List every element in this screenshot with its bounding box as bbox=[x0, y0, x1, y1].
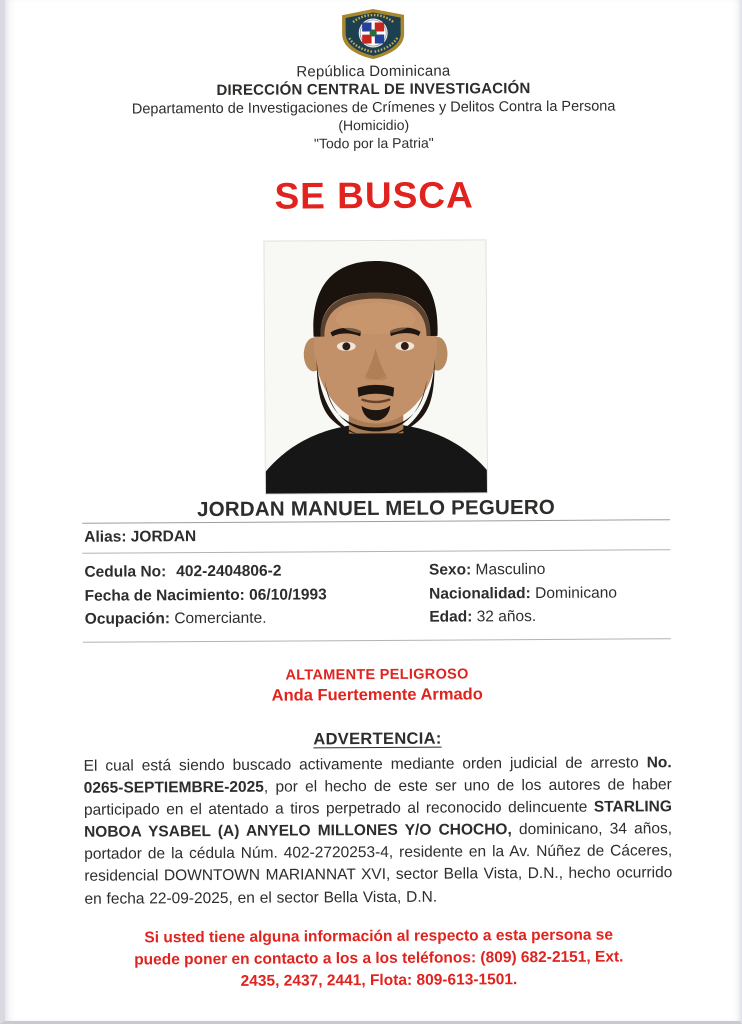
subject-details bbox=[82, 550, 671, 641]
field-nacionalidad: Nacionalidad: Dominicano bbox=[429, 584, 618, 603]
danger-notice bbox=[83, 665, 671, 707]
wanted-title: SE BUSCA bbox=[274, 174, 474, 217]
field-ocupacion: Ocupación: Comerciante. bbox=[84, 609, 267, 628]
field-sexo: Sexo: Masculino bbox=[428, 560, 546, 579]
danger-line-2: Anda Fuertemente Armado bbox=[271, 684, 483, 705]
suspect-name: JORDAN MANUEL MELO PEGUERO bbox=[197, 495, 556, 522]
header-department-sub: (Homicidio) bbox=[338, 116, 410, 134]
suspect-photo bbox=[263, 239, 488, 494]
alias-value: JORDAN bbox=[130, 528, 197, 546]
police-crest-icon bbox=[2, 6, 742, 63]
danger-line-1: ALTAMENTE PELIGROSO bbox=[285, 666, 469, 684]
header-direction: DIRECCIÓN CENTRAL DE INVESTIGACIÓN bbox=[216, 80, 531, 99]
alias-row bbox=[82, 520, 670, 553]
contact-instructions: Si usted tiene alguna información al respecto a esta persona se puede poner en contacto a los a los teléfonos: (809) 682-2151, Ext. 2435, 2437, 2441, Flota: 809-613-1501. bbox=[134, 926, 624, 990]
header-department: Departamento de Investigaciones de Crímenes y Delitos Contra la Persona bbox=[131, 98, 616, 118]
header-country: República Dominicana bbox=[296, 62, 451, 81]
field-edad: Edad: 32 años. bbox=[429, 608, 537, 626]
wanted-poster bbox=[2, 0, 742, 994]
field-fecha-nacimiento: Fecha de Nacimiento: 06/10/1993 bbox=[84, 585, 327, 605]
warning-title: ADVERTENCIA: bbox=[313, 729, 442, 749]
alias-label: Alias: bbox=[84, 528, 127, 546]
header-motto: "Todo por la Patria" bbox=[313, 134, 434, 152]
warning-body: El cual está siendo buscado activamente mediante orden judicial de arresto No. 0265-SEPTIEMBRE-2025, por el hecho de este ser uno de los autores de haber participado en el atentado a tiros perpetrado al reconocido delincuente STARLING NOBOA YSABEL (A) ANYELO MILLONES Y/O CHOCHO, dominicano, 34 años, portador de la cédula Núm. 402-2720253-4, residente en la Av. Núñez de Cáceres, residencial DOWNTOWN MARIANNAT XVI, sector Bella Vista, D.N., hecho ocurrido en fecha 22-09-2025, en el sector Bella Vista, D.N. bbox=[83, 753, 673, 908]
field-cedula: Cedula No: 402-2404806-2 bbox=[84, 562, 282, 581]
